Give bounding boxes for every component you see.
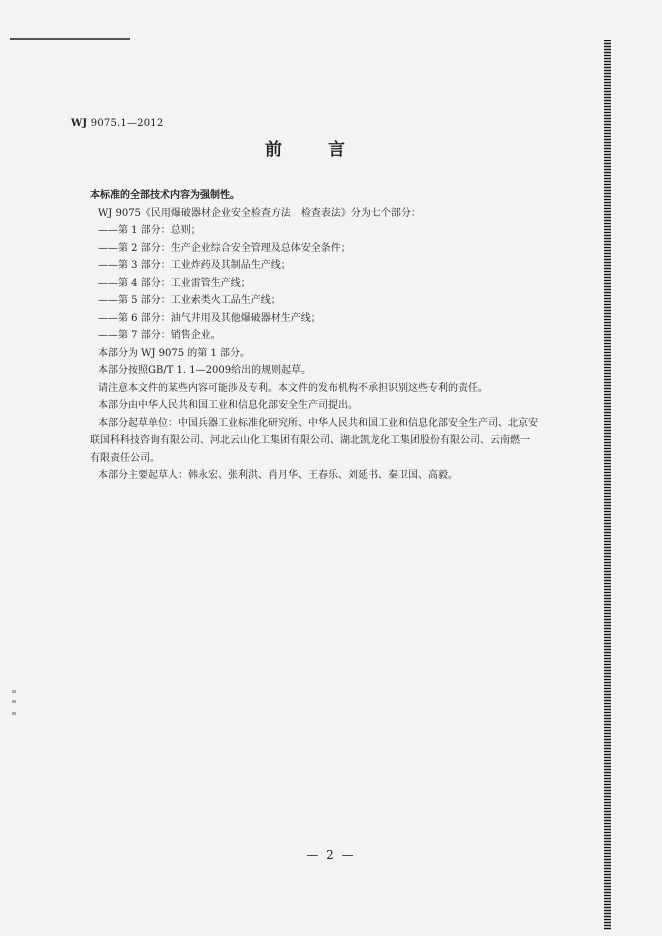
- page-number: — 2 —: [306, 848, 356, 862]
- part-item: ——第 2 部分：生产企业综合安全管理及总体安全条件；: [98, 242, 351, 254]
- drafting-units: 本部分起草单位：中国兵器工业标准化研究所、中华人民共和国工业和信息化部安全生产司、北京安联国科科技咨询有限公司、河北云山化工集团有限公司、湖北凯龙化工集团股份有限公司、云南燃一有限责任公司。: [90, 417, 538, 464]
- part-item: ——第 3 部分：工业炸药及其制品生产线；: [98, 260, 291, 271]
- drafters: 本部分主要起草人：韩永宏、张利洪、肖月华、王春乐、刘延书、秦卫国、高毅。: [98, 470, 458, 481]
- parts-intro: WJ 9075《民用爆破器材企业安全检查方法 检查表法》分为七个部分：: [98, 207, 421, 219]
- part-of-statement: 本部分为 WJ 9075 的第 1 部分。: [98, 347, 250, 359]
- part-item: ——第 7 部分：销售企业。: [98, 330, 221, 341]
- document-code-number: 9075.1—2012: [87, 118, 164, 129]
- part-item: ——第 5 部分：工业索类火工品生产线；: [98, 295, 281, 306]
- part-item: ——第 6 部分：油气井用及其他爆破器材生产线；: [98, 312, 321, 324]
- scan-mark: [12, 700, 16, 703]
- document-code: [71, 118, 163, 129]
- top-rule: [10, 38, 130, 40]
- foreword-body: [90, 187, 538, 485]
- binding-edge: [604, 40, 611, 930]
- part-item: ——第 4 部分：工业雷管生产线；: [98, 277, 251, 289]
- document-code-prefix: WJ: [71, 118, 88, 129]
- scan-mark: [12, 690, 16, 693]
- scan-mark: [12, 712, 16, 715]
- proposer: 本部分由中华人民共和国工业和信息化部安全生产司提出。: [98, 400, 358, 411]
- mandatory-statement: 本标准的全部技术内容为强制性。: [90, 190, 240, 201]
- patent-note: 请注意本文件的某些内容可能涉及专利。本文件的发布机构不承担识别这些专利的责任。: [98, 382, 488, 394]
- drafting-rule: 本部分按照GB/T 1. 1—2009给出的规则起草。: [98, 365, 312, 376]
- page-title: 前 言: [265, 140, 365, 160]
- part-item: ——第 1 部分：总则；: [98, 225, 201, 236]
